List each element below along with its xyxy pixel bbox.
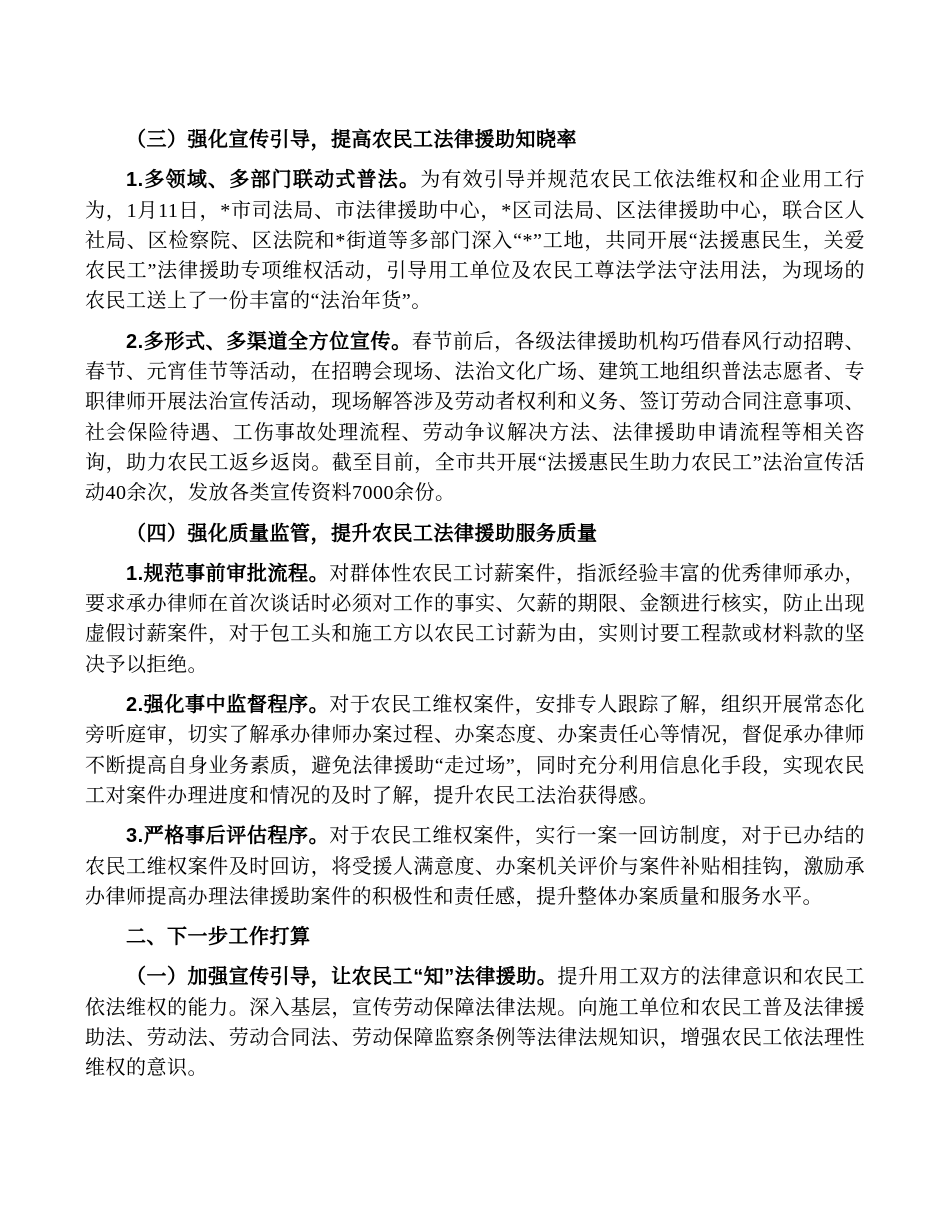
heading-part-2: 二、下一步工作打算 (126, 926, 311, 949)
heading-section-4: （四）强化质量监管，提升农民工法律援助服务质量 (126, 522, 598, 545)
paragraph (85, 165, 865, 316)
paragraph-body: 为有效引导并规范农民工依法维权和企业用工行为，1月11日，*市司法局、市法律援助中心，*区司法局、区法律援助中心，联合区人社局、区检察院、区法院和*街道等多部门深入“*”工地，共同开展“法援惠民生，关爱农民工”法律援助专项维权活动，引导用工单位及农民工尊法学法守法用法，为现场的农民工送上了一份丰富的“法治年货”。 (85, 169, 866, 313)
heading-section-3: （三）强化宣传引导，提高农民工法律援助知晓率 (126, 129, 577, 151)
paragraph-body: 对于农民工维权案件，安排专人跟踪了解，组织开展常态化旁听庭审，切实了解承办律师办案过程、办案态度、办案责任心等情况，督促承办律师不断提高自身业务素质，避免法律援助“走过场”，同时充分利用信息化手段，实现农民工对案件办理进度和情况的及时了解，提升农民工法治获得感。 (85, 694, 866, 807)
paragraph-body: 提升用工双方的法律意识和农民工依法维权的能力。深入基层，宣传劳动保障法律法规。向施工单位和农民工普及法律援助法、劳动法、劳动合同法、劳动保障监察条例等法律法规知识，增强农民工依法理性维权的意识。 (85, 966, 866, 1080)
paragraph-lead: 2.多形式、多渠道全方位宣传。 (126, 330, 412, 353)
paragraph-body: 对群体性农民工讨薪案件，指派经验丰富的优秀律师承办，要求承办律师在首次谈话时必须对工作的事实、欠薪的期限、金额进行核实，防止出现虚假讨薪案件，对于包工头和施工方以农民工讨薪为由，实则讨要工程款或材料款的坚决予以拒绝。 (85, 562, 866, 676)
paragraph-lead: 3.严格事后评估程序。 (126, 825, 330, 848)
paragraph-lead: 2.强化事中监督程序。 (126, 694, 330, 717)
paragraph-lead: （一）加强宣传引导，让农民工“知”法律援助。 (126, 966, 558, 989)
document-content (85, 125, 865, 1084)
paragraph (85, 690, 865, 811)
paragraph (85, 327, 865, 509)
paragraph (85, 962, 865, 1083)
paragraph-body: 春节前后，各级法律援助机构巧借春风行动招聘、春节、元宵佳节等活动，在招聘会现场、法治文化广场、建筑工地组织普法志愿者、专职律师开展法治宣传活动，现场解答涉及劳动者权利和义务、签订劳动合同注意事项、社会保险待遇、工伤事故处理流程、劳动争议解决方法、法律援助申请流程等相关咨询，助力农民工返乡返岗。截至目前，全市共开展“法援惠民生助力农民工”法治宣传活动40余次，发放各类宣传资料7000余份。 (85, 330, 866, 505)
paragraph (85, 559, 865, 680)
paragraph-body: 对于农民工维权案件，实行一案一回访制度，对于已办结的农民工维权案件及时回访，将受援人满意度、办案机关评价与案件补贴相挂钩，激励承办律师提高办理法律援助案件的积极性和责任感，提升整体办案质量和服务水平。 (85, 825, 866, 908)
paragraph (85, 821, 865, 912)
paragraph-lead: 1.规范事前审批流程。 (126, 562, 330, 585)
paragraph-lead: 1.多领域、多部门联动式普法。 (126, 169, 421, 192)
